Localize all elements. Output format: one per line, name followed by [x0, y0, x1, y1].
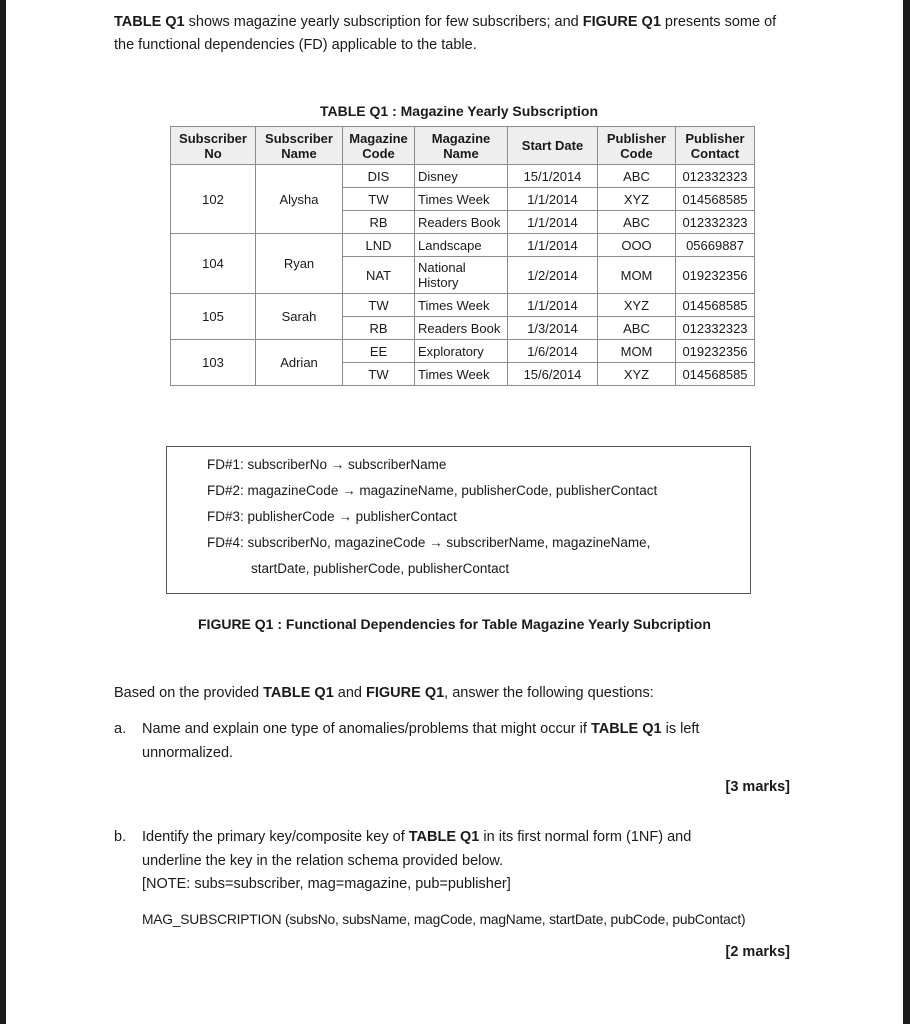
- fd-item: FD#2: magazineCode → magazineName, publisherCode, publisherContact: [207, 483, 658, 498]
- document-page: [6, 0, 903, 1024]
- start-date-cell: 1/6/2014: [508, 340, 598, 363]
- questions-lead: Based on the provided TABLE Q1 and FIGURE Q1, answer the following questions:: [114, 685, 654, 701]
- magazine-name-cell: Landscape: [415, 234, 508, 257]
- figure-caption: FIGURE Q1 : Functional Dependencies for Table Magazine Yearly Subcription: [198, 616, 711, 632]
- publisher-contact-cell: 014568585: [676, 294, 755, 317]
- start-date-cell: 1/3/2014: [508, 317, 598, 340]
- subscriber-name-cell: Ryan: [256, 234, 343, 294]
- relation-schema: MAG_SUBSCRIPTION (subsNo, subsName, magCode, magName, startDate, pubCode, pubContact): [142, 912, 746, 927]
- start-date-cell: 1/2/2014: [508, 257, 598, 294]
- question-b-text: Identify the primary key/composite key of TABLE Q1 in its first normal form (1NF) and: [142, 829, 692, 845]
- publisher-contact-cell: 012332323: [676, 317, 755, 340]
- fd-item: FD#1: subscriberNo → subscriberName: [207, 457, 447, 472]
- magazine-code-cell: DIS: [343, 165, 415, 188]
- table-title: TABLE Q1 : Magazine Yearly Subscription: [320, 103, 598, 119]
- publisher-contact-cell: 05669887: [676, 234, 755, 257]
- start-date-cell: 15/1/2014: [508, 165, 598, 188]
- magazine-code-cell: TW: [343, 294, 415, 317]
- table-row: [171, 340, 755, 363]
- subscriber-name-cell: Adrian: [256, 340, 343, 386]
- table-ref: TABLE Q1: [114, 14, 185, 30]
- subscriber-name-cell: Alysha: [256, 165, 343, 234]
- publisher-code-cell: ABC: [598, 211, 676, 234]
- magazine-code-cell: EE: [343, 340, 415, 363]
- column-header: Subscriber Name: [256, 127, 343, 165]
- question-b-text-line2: underline the key in the relation schema provided below.: [142, 853, 504, 869]
- column-header: Publisher Code: [598, 127, 676, 165]
- publisher-code-cell: ABC: [598, 165, 676, 188]
- magazine-code-cell: TW: [343, 188, 415, 211]
- magazine-code-cell: NAT: [343, 257, 415, 294]
- column-header: Publisher Contact: [676, 127, 755, 165]
- table-header-row: [171, 127, 755, 165]
- subscriber-no-cell: 105: [171, 294, 256, 340]
- publisher-code-cell: XYZ: [598, 188, 676, 211]
- publisher-contact-cell: 014568585: [676, 188, 755, 211]
- fd-item-continuation: startDate, publisherCode, publisherContact: [251, 561, 510, 576]
- subscriber-no-cell: 102: [171, 165, 256, 234]
- publisher-contact-cell: 012332323: [676, 211, 755, 234]
- subscriber-no-cell: 104: [171, 234, 256, 294]
- subscriber-no-cell: 103: [171, 340, 256, 386]
- table-row: [171, 294, 755, 317]
- fd-item: FD#4: subscriberNo, magazineCode → subscriberName, magazineName,: [207, 535, 651, 550]
- magazine-code-cell: RB: [343, 317, 415, 340]
- start-date-cell: 1/1/2014: [508, 188, 598, 211]
- magazine-name-cell: Times Week: [415, 294, 508, 317]
- column-header: Magazine Code: [343, 127, 415, 165]
- question-a-label: a.: [114, 721, 127, 737]
- column-header: Magazine Name: [415, 127, 508, 165]
- column-header: Start Date: [508, 127, 598, 165]
- start-date-cell: 1/1/2014: [508, 294, 598, 317]
- publisher-code-cell: MOM: [598, 257, 676, 294]
- question-b-marks: [2 marks]: [725, 944, 790, 960]
- question-b-label: b.: [114, 829, 127, 845]
- magazine-name-cell: National History: [415, 257, 508, 294]
- question-a-text: Name and explain one type of anomalies/problems that might occur if TABLE Q1 is left: [142, 721, 700, 737]
- magazine-name-cell: Times Week: [415, 363, 508, 386]
- subscription-table: [170, 126, 755, 386]
- magazine-name-cell: Times Week: [415, 188, 508, 211]
- start-date-cell: 1/1/2014: [508, 234, 598, 257]
- question-a-text-line2: unnormalized.: [142, 745, 234, 761]
- magazine-code-cell: TW: [343, 363, 415, 386]
- magazine-name-cell: Readers Book: [415, 211, 508, 234]
- magazine-name-cell: Exploratory: [415, 340, 508, 363]
- publisher-code-cell: XYZ: [598, 363, 676, 386]
- intro-line-2: the functional dependencies (FD) applicable to the table.: [114, 37, 477, 53]
- question-b-note: [NOTE: subs=subscriber, mag=magazine, pub=publisher]: [142, 876, 511, 892]
- publisher-code-cell: OOO: [598, 234, 676, 257]
- intro-line-1: [114, 11, 776, 33]
- publisher-code-cell: XYZ: [598, 294, 676, 317]
- table-row: [171, 234, 755, 257]
- start-date-cell: 15/6/2014: [508, 363, 598, 386]
- start-date-cell: 1/1/2014: [508, 211, 598, 234]
- intro-text: presents some of: [660, 14, 777, 30]
- magazine-code-cell: LND: [343, 234, 415, 257]
- table-row: [171, 165, 755, 188]
- publisher-contact-cell: 019232356: [676, 340, 755, 363]
- intro-text: shows magazine yearly subscription for few subscribers; and: [184, 14, 583, 30]
- column-header: Subscriber No: [171, 127, 256, 165]
- magazine-name-cell: Disney: [415, 165, 508, 188]
- publisher-code-cell: MOM: [598, 340, 676, 363]
- publisher-code-cell: ABC: [598, 317, 676, 340]
- magazine-name-cell: Readers Book: [415, 317, 508, 340]
- publisher-contact-cell: 014568585: [676, 363, 755, 386]
- question-a-marks: [3 marks]: [725, 779, 790, 795]
- magazine-code-cell: RB: [343, 211, 415, 234]
- publisher-contact-cell: 012332323: [676, 165, 755, 188]
- figure-ref: FIGURE Q1: [582, 14, 661, 30]
- functional-dependencies-box: [166, 446, 751, 594]
- publisher-contact-cell: 019232356: [676, 257, 755, 294]
- subscriber-name-cell: Sarah: [256, 294, 343, 340]
- fd-item: FD#3: publisherCode → publisherContact: [207, 509, 457, 524]
